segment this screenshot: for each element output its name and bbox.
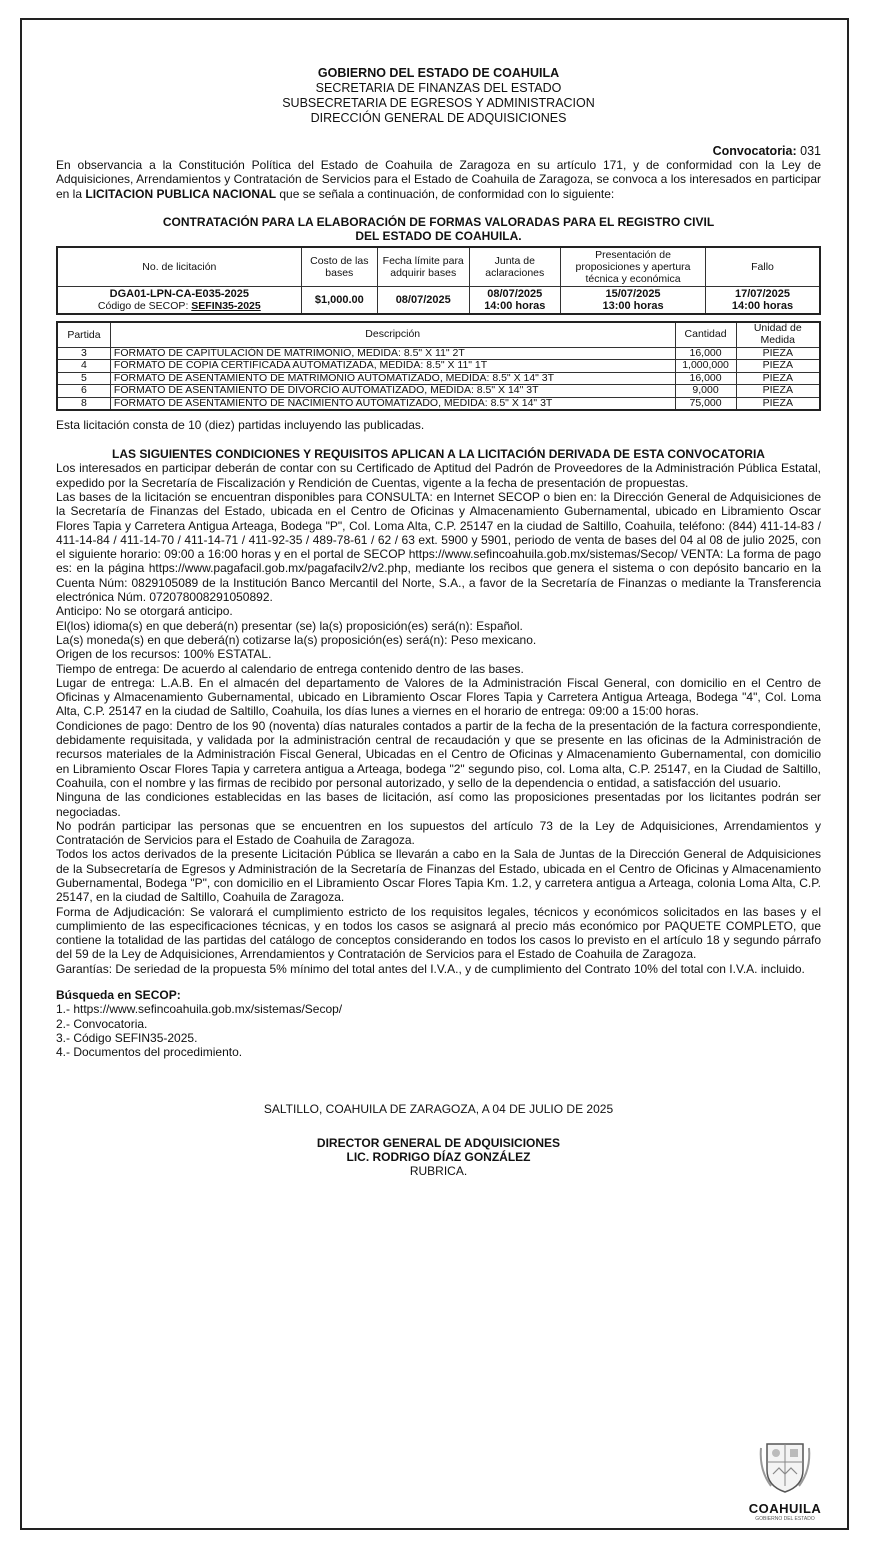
header-secretaria: SECRETARIA DE FINANZAS DEL ESTADO	[315, 81, 562, 95]
coahuila-logo	[740, 1436, 830, 1522]
secop-search	[56, 988, 821, 1059]
condition-paragraph: Forma de Adjudicación: Se valorará el cumplimiento estricto de los requisitos legales, técnicos y económicos solicitados en las bases y el cumplimiento de las especificaciones técnicas, y en todos los casos se asignará al precio más económico por PAQUETE COMPLETO, que contiene la totalidad de las partidas del catálogo de conceptos considerando en todos los casos lo previsto en el artículo 18 y segundo párrafo del 59 de la Ley de Adquisiciones, Arrendamientos y Contratación de Servicios para el Estado de Coahuila de Zaragoza.	[56, 904, 821, 962]
list-item: 3.- Código SEFIN35-2025.	[56, 1030, 198, 1045]
table-row: 4 FORMATO DE COPIA CERTIFICADA AUTOMATIZADA, MEDIDA: 8.5" X 11" 1T 1,000,000 PIEZA	[57, 360, 820, 373]
condition-paragraph: Origen de los recursos: 100% ESTATAL.	[56, 647, 272, 662]
contract-title: CONTRATACIÓN PARA LA ELABORACIÓN DE FORMAS VALORADAS PARA EL REGISTRO CIVIL DEL ESTADO DE COAHUILA.	[162, 214, 715, 243]
list-item: 4.- Documentos del procedimiento.	[56, 1045, 243, 1060]
condition-paragraph: La(s) moneda(s) en que deberá(n) cotizarse la(s) proposición(es) será(n): Peso mexicano.	[56, 632, 537, 647]
condition-paragraph: El(los) idioma(s) en que deberá(n) presentar (se) la(s) proposición(es) será(n): Español.	[56, 618, 523, 633]
presentacion-proposiciones: 15/07/2025 13:00 horas	[561, 286, 706, 314]
condition-paragraph: Garantías: De seriedad de la propuesta 5% mínimo del total antes del I.V.A., y de cumplimiento del Contrato 10% del total con I.V.A. incluido.	[56, 961, 805, 976]
signature-name: LIC. RODRIGO DÍAZ GONZÁLEZ	[346, 1149, 531, 1164]
header-subsecretaria: SUBSECRETARIA DE EGRESOS Y ADMINISTRACION	[282, 96, 595, 110]
bases-deadline: 08/07/2025	[377, 286, 469, 314]
signature-rubrica: RUBRICA.	[409, 1163, 468, 1178]
condition-paragraph: Condiciones de pago: Dentro de los 90 (noventa) días naturales contados a partir de la fecha de la presentación de la factura correspondiente, debidamente requisitada, y validada por la administración central de recaudación y que se presente en las oficinas de la Administración de recursos materiales de la Administración Fiscal General, Ubicadas en el Centro de Oficinas y Almacenamiento Gubernamental, con domicilio en Libramiento Oscar Flores Tapia y carretera antigua a Arteaga, bodega "2" segundo piso, col. Loma alta, C.P. 25147, en la Ciudad de Saltillo, Coahuila, con el nombre y las firmas de recibido por personal autorizado, y sello de la dependencia o entidad, a satisfacción del usuario.	[56, 718, 821, 790]
condition-paragraph: Todos los actos derivados de la presente Licitación Pública se llevarán a cabo en la Sala de Juntas de la Dirección General de Adquisiciones de la Subsecretaría de Egresos y Administración de la Secretaría de Finanzas del Estado, ubicada en el Centro de Oficinas y Almacenamiento Gubernamental, Bodega "P", con domicilio en el Libramiento Oscar Flores Tapia Km. 1.2, y carretera antigua a Arteaga, colonia Loma Alta, C.P. 25147, en la ciudad de Saltillo, Coahuila de Zaragoza.	[56, 847, 821, 905]
condition-paragraph: Anticipo: No se otorgará anticipo.	[56, 604, 233, 619]
search-title: Búsqueda en SECOP:	[56, 988, 181, 1003]
table-header-row: No. de licitación Costo de las bases Fecha límite para adquirir bases Junta de aclaraciones Presentación de proposiciones y apertura técnica y económica Fallo	[57, 247, 820, 287]
place-date: SALTILLO, COAHUILA DE ZARAGOZA, A 04 DE JULIO DE 2025	[263, 1101, 614, 1116]
condition-paragraph: No podrán participar las personas que se encuentren en los supuestos del artículo 73 de la Ley de Adquisiciones, Arrendamientos y Contratación de Servicios para el Estado de Coahuila de Zaragoza.	[56, 818, 821, 848]
table-row: 6 FORMATO DE ASENTAMIENTO DE DIVORCIO AUTOMATIZADO, MEDIDA: 8.5" X 14" 3T 9,000 PIEZA	[57, 385, 820, 398]
logo-name: COAHUILA	[748, 1501, 822, 1516]
fallo: 17/07/2025 14:00 horas	[706, 286, 820, 314]
junta-aclaraciones: 08/07/2025 14:00 horas	[469, 286, 561, 314]
condition-paragraph: Lugar de entrega: L.A.B. En el almacén del departamento de Valores de la Administración Fiscal General, con domicilio en el Centro de Oficinas y Almacenamiento Gubernamental, ubicado en Libramiento Oscar Flores Tapia y Carretera Antigua Arteaga, Bodega "4", Col. Loma Alta, C.P. 25147 en la ciudad de Saltillo, Coahuila, los días lunes a viernes en el horario de entrega: 09:00 a 15:00 horas.	[56, 675, 821, 719]
condition-paragraph: Tiempo de entrega: De acuerdo al calendario de entrega contenido dentro de las bases.	[56, 661, 524, 676]
table-row: 3 FORMATO DE CAPITULACIÓN DE MATRIMONIO, MEDIDA: 8.5" X 11" 2T 16,000 PIEZA	[57, 347, 820, 360]
signature-position: DIRECTOR GENERAL DE ADQUISICIONES	[316, 1135, 561, 1150]
conditions-title: LAS SIGUIENTES CONDICIONES Y REQUISITOS APLICAN A LA LICITACIÓN DERIVADA DE ESTA CONVOCATORIA	[112, 447, 765, 462]
licitacion-table	[56, 246, 821, 315]
items-table	[56, 321, 821, 412]
table-row: 8 FORMATO DE ASENTAMIENTO DE NACIMIENTO AUTOMATIZADO, MEDIDA: 8.5" X 14" 3T 75,000 PIEZA	[57, 397, 820, 410]
list-item: 1.- https://www.sefincoahuila.gob.mx/sistemas/Secop/	[56, 1002, 343, 1017]
logo-subtitle: GOBIERNO DEL ESTADO	[755, 1516, 815, 1522]
condition-paragraph: Ninguna de las condiciones establecidas en las bases de licitación, así como las proposiciones presentadas por los licitantes podrán ser negociadas.	[56, 790, 821, 819]
partidas-note: Esta licitación consta de 10 (diez) partidas incluyendo las publicadas.	[56, 418, 425, 433]
coat-of-arms-icon	[755, 1436, 815, 1496]
header-government: GOBIERNO DEL ESTADO DE COAHUILA	[317, 66, 560, 80]
table-row	[57, 286, 820, 314]
header-direccion: DIRECCIÓN GENERAL DE ADQUISICIONES	[310, 111, 567, 125]
condition-paragraph: Los interesados en participar deberán de contar con su Certificado de Aptitud del Padrón de Proveedores de la Administración Pública Estatal, expedido por la Secretaría de Fiscalización y Rendición de Cuentas, vigente a la fecha de presentación de propuestas.	[56, 461, 821, 490]
document-header	[56, 66, 821, 126]
table-row: 5 FORMATO DE ASENTAMIENTO DE MATRIMONIO AUTOMATIZADO, MEDIDA: 8.5" X 14" 3T 16,000 PIEZA	[57, 372, 820, 385]
intro-paragraph: En observancia a la Constitución Política del Estado de Coahuila de Zaragoza en su artículo 171, y de conformidad con la Ley de Adquisiciones, Arrendamientos y Contratación de Servicios para el Estado de Coahuila de Zaragoza, se convoca a los interesados en participar en la LICITACION PUBLICA NACIONAL que se señala a continuación, de conformidad con lo siguiente:	[56, 158, 821, 201]
page-frame	[20, 18, 849, 1530]
licitacion-number: DGA01-LPN-CA-E035-2025	[109, 287, 250, 300]
conditions-list	[56, 461, 821, 976]
secop-code: Código de SECOP: SEFIN35-2025	[97, 299, 261, 312]
list-item: 2.- Convocatoria.	[56, 1016, 148, 1031]
convocatoria-number: Convocatoria: 031	[712, 144, 821, 158]
signature-block	[56, 1136, 821, 1178]
table-header-row: Partida Descripción Cantidad Unidad de Medida	[57, 322, 820, 348]
condition-paragraph: Las bases de la licitación se encuentran disponibles para CONSULTA: en Internet SECOP o bien en: la Dirección General de Adquisiciones de la Secretaría de Finanzas del Estado, ubicada en el Centro de Oficinas y Almacenamiento Gubernamental, ubicado en Libramiento Oscar Flores Tapia y Carretera Antigua Arteaga, Bodega "P", Col. Loma Alta, C.P. 25147 en la ciudad de Saltillo, Coahuila, teléfono: (844) 411-14-83 / 411-14-84 / 411-14-70 / 411-14-71 / 411-92-35 / 489-78-61 / 62 / 63 ext. 5900 y 5901, periodo de venta de bases del 04 al 08 de julio 2025, con el siguiente horario: 09:00 a 16:00 horas y en el portal de SECOP https://www.sefincoahuila.gob.mx/sistemas/Secop/ VENTA: La forma de pago es: en la página https://www.pagafacil.gob.mx/pagafacilv2/v2.php, mediante los recibos que genera el sistema o con depósito bancario en la Cuenta Núm: 0829105089 de la Institución Banco Mercantil del Norte, S.A., a favor de la Secretaría de Finanzas o mediante la Transferencia electrónica Núm. 072078008291050892.	[56, 489, 821, 605]
bases-cost: $1,000.00	[301, 286, 377, 314]
document-content	[56, 20, 821, 1178]
